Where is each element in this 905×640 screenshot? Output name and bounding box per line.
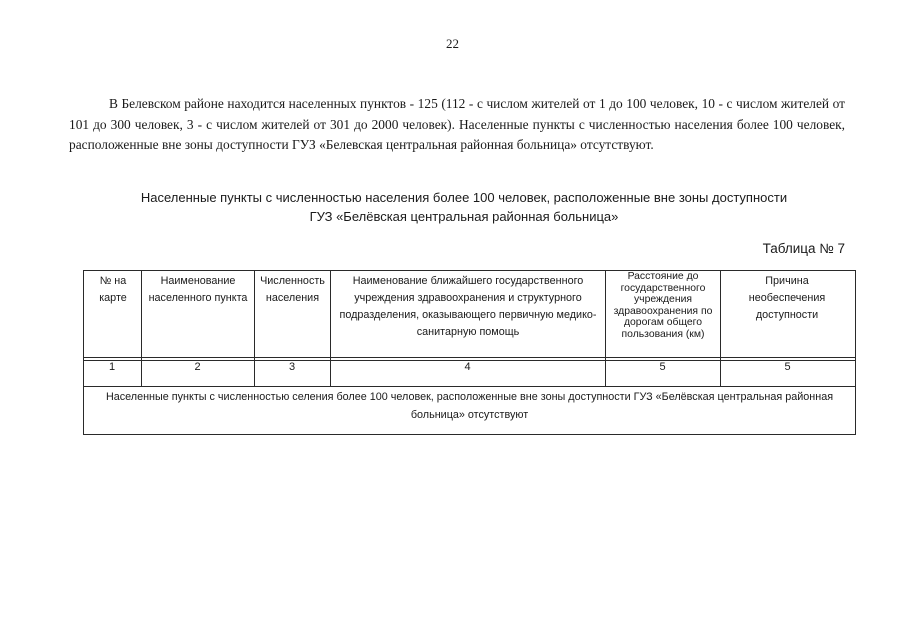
table-heading	[60, 188, 868, 226]
header-cell-distance: Расстояние до государственного учреждения здравоохранения по дорогам общего пользования (км)	[613, 271, 713, 340]
table-heading-line-1: Населенные пункты с численностью населения более 100 человек, расположенные вне зоны доступности	[140, 190, 788, 205]
column-number: 4	[464, 361, 471, 373]
header-cell-population: Численность населения	[260, 275, 325, 304]
table-heading-line-2: ГУЗ «Белёвская центральная районная больница»	[309, 209, 619, 224]
header-cell-map-number: № на карте	[99, 275, 127, 304]
column-number: 5	[659, 361, 666, 373]
header-cell-reason: Причина необеспечения доступности	[748, 275, 826, 321]
header-bottom-border	[83, 357, 856, 358]
column-number: 1	[108, 361, 116, 373]
number-row-bottom-border	[83, 386, 856, 387]
column-number: 2	[194, 361, 201, 373]
table-left-border	[83, 270, 84, 435]
intro-paragraph: В Белевском районе находится населенных пунктов - 125 (112 - с числом жителей от 1 до 100 человек, 10 - с числом жителей от 101 до 300 человек, 3 - с числом жителей от 301 до 2000 человек). Населенные пункты с численностью населения более 100 человек, расположенные вне зоны доступности ГУЗ «Белевская центральная районная больница» отсутствуют.	[69, 96, 845, 152]
column-number: 3	[288, 361, 296, 373]
column-number: 5	[784, 361, 791, 373]
table-right-border	[855, 270, 856, 435]
page-number: 22	[446, 36, 459, 51]
table-bottom-border	[83, 434, 856, 435]
merged-data-row: Населенные пункты с численностью селения более 100 человек, расположенные вне зоны доступности ГУЗ «Белёвская центральная районная больница» отсутствуют	[105, 391, 834, 421]
header-cell-settlement-name: Наименование населенного пункта	[148, 275, 248, 304]
table-number: Таблица № 7	[762, 241, 845, 256]
data-table	[83, 270, 856, 435]
header-cell-health-facility: Наименование ближайшего государственного учреждения здравоохранения и структурного подразделения, оказывающего первичную медико-санитарную помощь	[339, 275, 597, 338]
table-top-border	[83, 270, 856, 271]
